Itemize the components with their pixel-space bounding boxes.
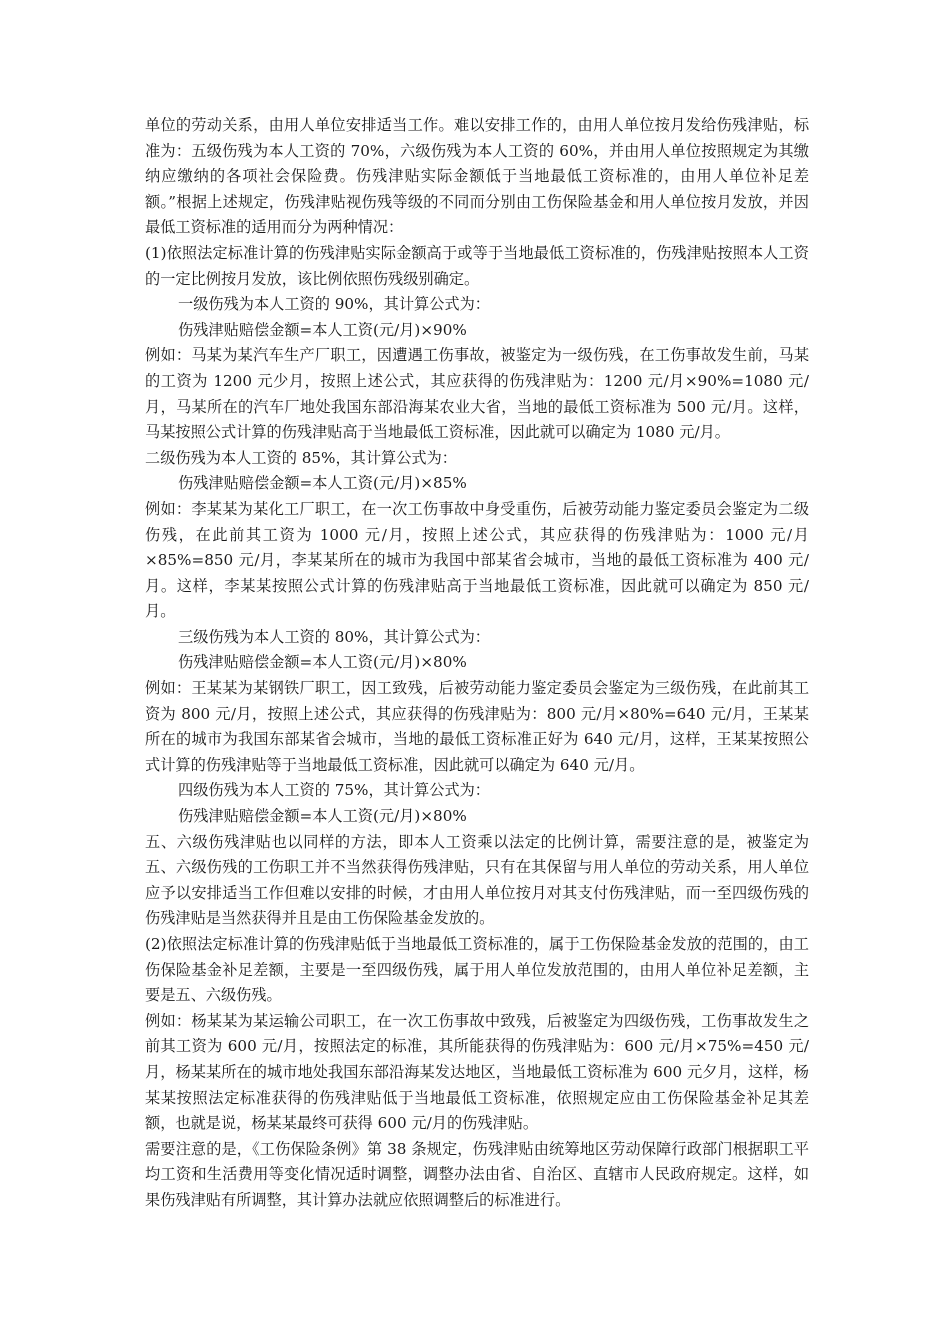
formula: 伤残津贴赔偿金额=本人工资(元/月)×85% bbox=[178, 474, 467, 493]
formula-intro: 四级伤残为本人工资的 75%，其计算公式为： bbox=[178, 781, 490, 800]
formula: 伤残津贴赔偿金额=本人工资(元/月)×80% bbox=[178, 807, 467, 826]
paragraph: 单位的劳动关系，由用人单位安排适当工作。难以安排工作的，由用人单位按月发给伤残津贴，标准为：五级伤残为本人工资的 70%，六级伤残为本人工资的 60%，并由用人单位按照规定为其缴纳应缴纳的各项社会保险费。伤残津贴实际金额低于当地最低工资标准的，由用人单位补足差额。”根据上述规定，伤残津贴视伤残等级的不同而分别由工伤保险基金和用人单位按月发放，并因最低工资标准的适用而分为两种情况： bbox=[145, 116, 809, 237]
paragraph: (1)依照法定标准计算的伤残津贴实际金额高于或等于当地最低工资标准的，伤残津贴按照本人工资的一定比例按月发放，该比例依照伤残级别确定。 bbox=[145, 243, 809, 288]
paragraph: 五、六级伤残津贴也以同样的方法，即本人工资乘以法定的比例计算，需要注意的是，被鉴定为五、六级伤残的工伤职工并不当然获得伤残津贴，只有在其保留与用人单位的劳动关系，用人单位应予以安排适当工作但难以安排的时候，才由用人单位按月对其支付伤残津贴，而一至四级伤残的伤残津贴是当然获得并且是由工伤保险基金发放的。 bbox=[145, 832, 809, 928]
example-paragraph: 例如：杨某某为某运输公司职工，在一次工伤事故中致残，后被鉴定为四级伤残，工伤事故发生之前其工资为 600 元/月，按照法定的标准，其所能获得的伤残津贴为：600 元/月×75%=450 元/月，杨某某所在的城市地处我国东部沿海某发达地区，当地最低工资标准为 600 元夕月，这样，杨某某按照法定标准获得的伤残津贴低于当地最低工资标准，依照规定应由工伤保险基金补足其差额，也就是说，杨某某最终可获得 600 元/月的伤残津贴。 bbox=[145, 1011, 809, 1133]
formula-intro: 一级伤残为本人工资的 90%，其计算公式为： bbox=[178, 295, 490, 314]
document-body bbox=[145, 113, 809, 1214]
example-paragraph: 例如：马某为某汽车生产厂职工，因遭遇工伤事故，被鉴定为一级伤残，在工伤事故发生前，马某的工资为 1200 元少月，按照上述公式，其应获得的伤残津贴为：1200 元/月×90%=1080 元/月，马某所在的汽车厂地处我国东部沿海某农业大省，当地的最低工资标准为 500 元/月。这样，马某按照公式计算的伤残津贴高于当地最低工资标准，因此就可以确定为 1080 元/月。 bbox=[145, 346, 809, 442]
paragraph: 需要注意的是，《工伤保险条例》第 38 条规定，伤残津贴由统筹地区劳动保障行政部门根据职工平均工资和生活费用等变化情况适时调整，调整办法由省、自治区、直辖市人民政府规定。这样，如果伤残津贴有所调整，其计算办法就应依照调整后的标准进行。 bbox=[145, 1139, 809, 1209]
formula: 伤残津贴赔偿金额=本人工资(元/月)×80% bbox=[178, 653, 467, 672]
example-paragraph: 例如：李某某为某化工厂职工，在一次工伤事故中身受重伤，后被劳动能力鉴定委员会鉴定为二级伤残，在此前其工资为 1000 元/月，按照上述公式，其应获得的伤残津贴为：1000 元/月×85%=850 元/月，李某某所在的城市为我国中部某省会城市，当地的最低工资标准为 400 元/月。这样，李某某按照公式计算的伤残津贴高于当地最低工资标准，因此就可以确定为 850 元/月。 bbox=[145, 499, 809, 621]
paragraph: (2)依照法定标准计算的伤残津贴低于当地最低工资标准的，属于工伤保险基金发放的范围的，由工伤保险基金补足差额，主要是一至四级伤残，属于用人单位发放范围的，由用人单位补足差额，主要是五、六级伤残。 bbox=[145, 935, 809, 1005]
formula-intro: 三级伤残为本人工资的 80%，其计算公式为： bbox=[178, 627, 490, 646]
formula-intro: 二级伤残为本人工资的 85%，其计算公式为： bbox=[145, 448, 457, 467]
example-paragraph: 例如：王某某为某钢铁厂职工，因工致残，后被劳动能力鉴定委员会鉴定为三级伤残，在此前其工资为 800 元/月，按照上述公式，其应获得的伤残津贴为：800 元/月×80%=640 元/月，王某某所在的城市为我国东部某省会城市，当地的最低工资标准正好为 640 元/月，这样，王某某按照公式计算的伤残津贴等于当地最低工资标准，因此就可以确定为 640 元/月。 bbox=[145, 679, 809, 774]
formula: 伤残津贴赔偿金额=本人工资(元/月)×90% bbox=[178, 320, 467, 339]
